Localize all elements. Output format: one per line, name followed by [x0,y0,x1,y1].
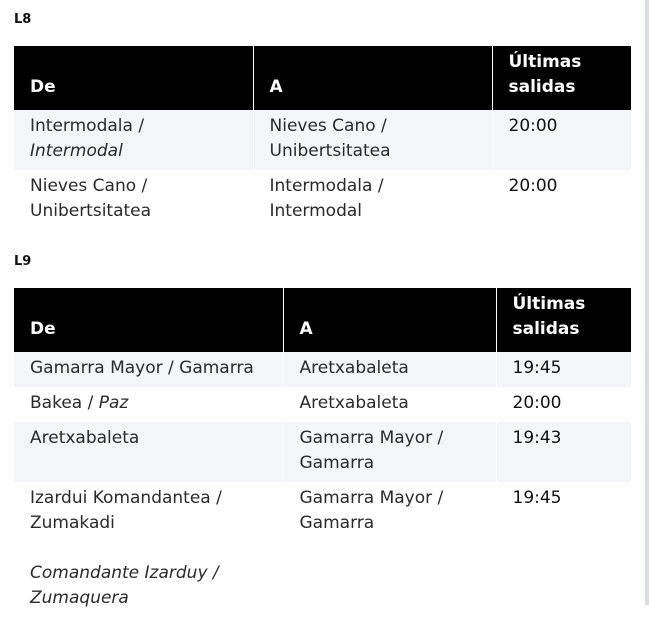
header-to: A [253,46,492,110]
cell-to: Aretxabaleta [283,352,496,387]
cell-from: Intermodala / Intermodal [14,110,253,170]
header-last-departures: Últimas salidas [496,288,631,352]
cell-from: Aretxabaleta [14,422,283,482]
cell-time: 20:00 [492,170,631,230]
table-row [14,352,631,387]
schedule-table-l8 [14,46,631,230]
table-row [14,387,631,422]
cell-time: 19:43 [496,422,631,482]
header-last-departures: Últimas salidas [492,46,631,110]
table-row [14,110,631,170]
cell-from-secondary: Comandante Izarduy / Zumaquera [30,563,219,608]
header-to: A [283,288,496,352]
section-title-l8: L8 [14,12,32,27]
schedule-table-l9 [14,288,631,622]
cell-from [14,482,283,622]
cell-to: Nieves Cano / Unibertsitatea [253,110,492,170]
cell-from: Nieves Cano / Unibertsitatea [14,170,253,230]
cell-from-primary: Izardui Komandantea / Zumakadi [30,488,222,533]
header-from: De [14,288,283,352]
table-row [14,422,631,482]
cell-time: 20:00 [492,110,631,170]
cell-time: 19:45 [496,482,631,622]
table-row [14,170,631,230]
cell-to: Aretxabaleta [283,387,496,422]
cell-from: Bakea / Paz [14,387,283,422]
cell-time: 19:45 [496,352,631,387]
cell-to: Gamarra Mayor / Gamarra [283,422,496,482]
table-row [14,482,631,622]
cell-to: Intermodala / Intermodal [253,170,492,230]
header-from: De [14,46,253,110]
section-title-l9: L9 [14,254,32,269]
page-right-border [645,0,649,605]
cell-to: Gamarra Mayor / Gamarra [283,482,496,622]
cell-from: Gamarra Mayor / Gamarra [14,352,283,387]
table-header-row [14,46,631,110]
cell-time: 20:00 [496,387,631,422]
table-header-row [14,288,631,352]
